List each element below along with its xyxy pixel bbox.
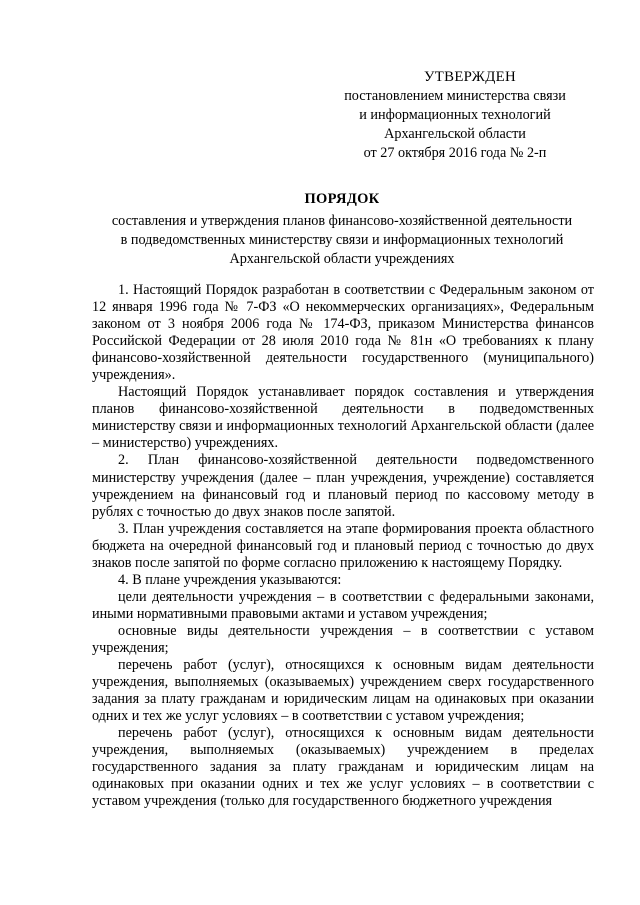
body-paragraph: перечень работ (услуг), относящихся к основным видам деятельности учреждения, выполняемых (оказываемых) учреждением сверх государственного задания за плату гражданам и юридическим лицам на одинаковых при оказании одних и тех же услуг условиях – в соответствии с уставом учреждения; xyxy=(92,657,594,725)
body-paragraph: Настоящий Порядок устанавливает порядок составления и утверждения планов финансово-хозяйственной деятельности в подведомственных министерству связи и информационных технологий Архангельской области (далее – министерство) учреждениях. xyxy=(92,384,594,452)
body-paragraph: перечень работ (услуг), относящихся к основным видам деятельности учреждения, выполняемых (оказываемых) учреждением в пределах государственного задания за плату гражданам и юридическим лицам на одинаковых при оказании одних и тех же услуг условиях – в соответствии с уставом учреждения (только для государственного бюджетного учреждения xyxy=(92,725,594,810)
approval-line: и информационных технологий xyxy=(359,107,551,123)
document-subtitle-line: Архангельской области учреждениях xyxy=(229,251,455,267)
approval-heading: УТВЕРЖДЕН xyxy=(424,69,516,85)
approval-line: от 27 октября 2016 года № 2-п xyxy=(363,145,547,161)
document-body xyxy=(92,282,594,810)
body-paragraph: 3. План учреждения составляется на этапе формирования проекта областного бюджета на очередной финансовый год и плановый период с точностью до двух знаков после запятой по форме согласно приложению к настоящему Порядку. xyxy=(92,520,594,571)
document-title: ПОРЯДОК xyxy=(304,191,380,207)
approval-stamp xyxy=(340,68,570,163)
document-subtitle-line: составления и утверждения планов финансово-хозяйственной деятельности xyxy=(111,213,573,229)
body-paragraph: 2. План финансово-хозяйственной деятельности подведомственного министерству учреждения (далее – план учреждения, учреждение) составляется учреждением на финансовый год и плановый период по кассовому методу в рублях с точностью до двух знаков после запятой. xyxy=(92,452,594,520)
document-subtitle-line: в подведомственных министерству связи и информационных технологий xyxy=(120,232,564,248)
body-paragraph: 4. В плане учреждения указываются: xyxy=(118,571,342,588)
approval-line: постановлением министерства связи xyxy=(344,88,566,104)
body-paragraph: цели деятельности учреждения – в соответствии с федеральными законами, иными нормативными правовыми актами и уставом учреждения; xyxy=(92,588,594,622)
body-paragraph: основные виды деятельности учреждения – в соответствии с уставом учреждения; xyxy=(92,622,594,656)
approval-line: Архангельской области xyxy=(384,126,526,142)
document-title-block xyxy=(88,190,596,269)
body-paragraph: 1. Настоящий Порядок разработан в соответствии с Федеральным законом от 12 января 1996 года № 7-ФЗ «О некоммерческих организациях», Федеральным законом от 3 ноября 2006 года № 174-ФЗ, приказом Министерства финансов Российской Федерации от 28 июля 2010 года № 81н «О требованиях к плану финансово-хозяйственной деятельности государственного (муниципального) учреждения». xyxy=(92,282,594,384)
